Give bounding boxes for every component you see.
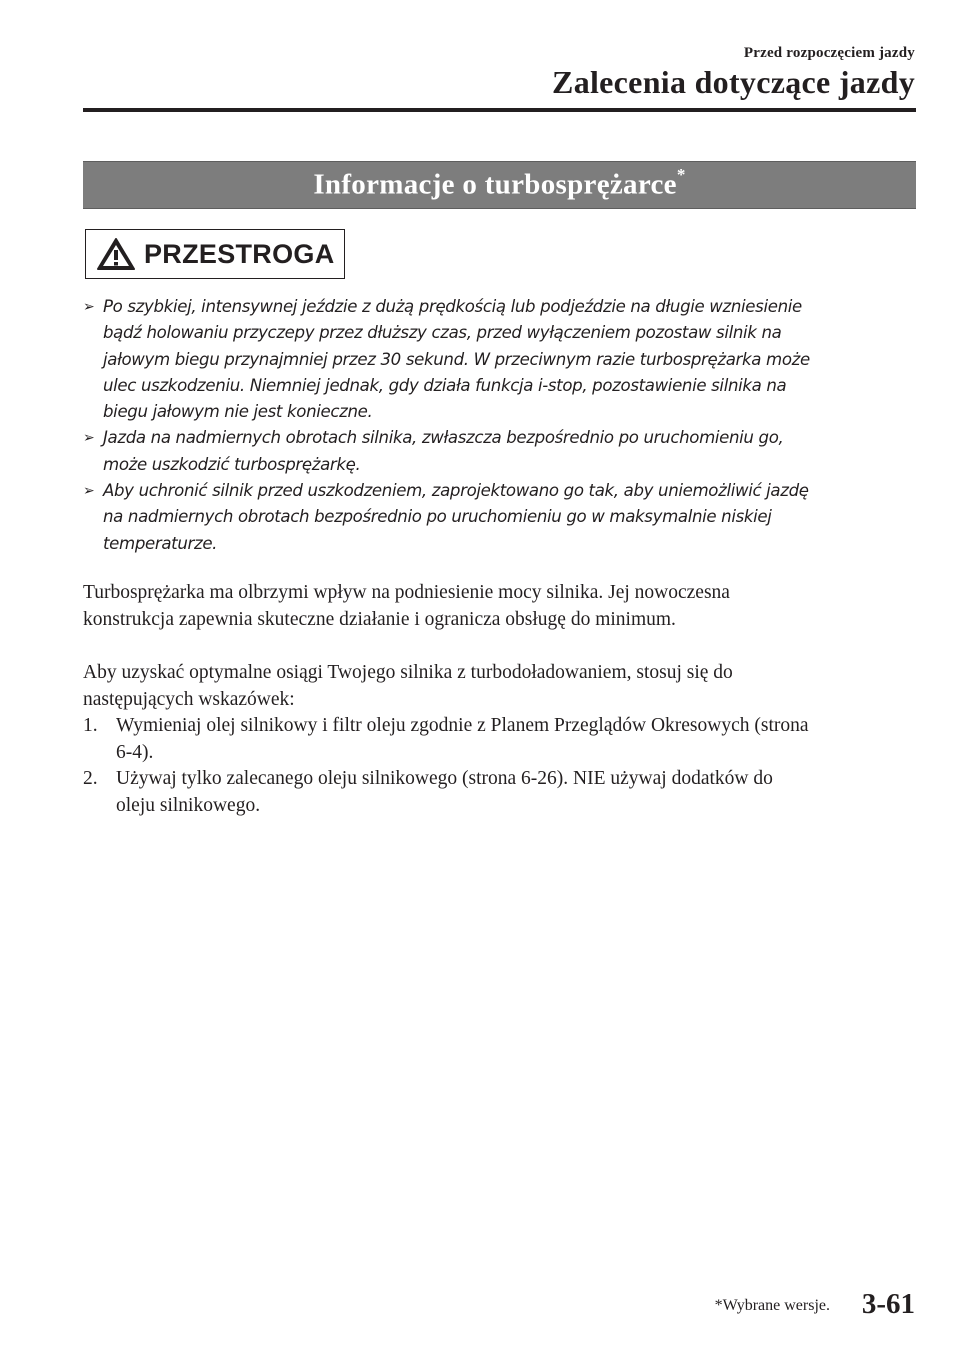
arrow-bullet-icon: ➢ <box>83 483 95 500</box>
caution-list <box>83 294 913 557</box>
caution-item <box>83 478 913 557</box>
caution-box <box>85 229 345 279</box>
arrow-bullet-icon: ➢ <box>83 430 95 447</box>
section-asterisk: * <box>676 165 686 185</box>
caution-line: Aby uchronić silnik przed uszkodzeniem, zaprojektowano go tak, aby uniemożliwić jazdę <box>103 481 809 501</box>
page-title: Zalecenia dotyczące jazdy <box>552 64 915 100</box>
list-line: 6-4). <box>116 741 154 763</box>
caution-label: PRZESTROGA <box>144 238 335 269</box>
caution-line: Jazda na nadmiernych obrotach silnika, zwłaszcza bezpośrednio po uruchomieniu go, <box>103 428 784 448</box>
caution-line: Po szybkiej, intensywnej jeździe z dużą prędkością lub podjeździe na długie wzniesienie <box>103 297 802 316</box>
warning-triangle-icon <box>96 237 136 271</box>
paragraph-line: Aby uzyskać optymalne osiągi Twojego silnika z turbodoładowaniem, stosuj się do <box>83 662 733 683</box>
arrow-bullet-icon: ➢ <box>83 299 95 315</box>
footnote: *Wybrane wersje. <box>714 1297 830 1314</box>
paragraph-line: konstrukcja zapewnia skuteczne działanie i ogranicza obsługę do minimum. <box>83 608 676 630</box>
chapter-heading: Przed rozpoczęciem jazdy <box>743 45 915 61</box>
caution-item <box>83 425 913 478</box>
list-number: 2. <box>83 768 98 790</box>
intro-paragraph <box>83 580 918 633</box>
paragraph-line: Turbosprężarka ma olbrzymi wpływ na podniesienie mocy silnika. Jej nowoczesna <box>83 582 730 603</box>
caution-line: biegu jałowym nie jest konieczne. <box>103 402 373 422</box>
caution-line: na nadmiernych obrotach bezpośrednio po uruchomieniu go w maksymalnie niskiej <box>103 507 772 527</box>
list-item <box>83 766 918 819</box>
page-number: 3-61 <box>861 1288 915 1320</box>
section-title-text: Informacje o turbosprężarce <box>313 168 677 201</box>
header-divider <box>83 108 916 112</box>
section-title <box>313 165 686 202</box>
section-banner <box>83 161 916 209</box>
list-line: Wymieniaj olej silnikowy i filtr oleju zgodnie z Planem Przeglądów Okresowych (strona <box>116 715 809 736</box>
list-number: 1. <box>83 715 98 736</box>
caution-line: ulec uszkodzeniu. Niemniej jednak, gdy działa funkcja i-stop, pozostawienie silnika na <box>103 375 787 395</box>
list-line: oleju silnikowego. <box>116 794 261 816</box>
caution-line: jałowym biegu przynajmniej przez 30 sekund. W przeciwnym razie turbosprężarka może <box>103 349 810 369</box>
tips-paragraph <box>83 660 918 713</box>
list-line: Używaj tylko zalecanego oleju silnikowego (strona 6-26). NIE używaj dodatków do <box>116 768 773 790</box>
caution-line: może uszkodzić turbosprężarkę. <box>103 454 361 474</box>
caution-line: bądź holowaniu przyczepy przez dłuższy czas, przed wyłączeniem pozostaw silnik na <box>103 323 782 343</box>
paragraph-line: następujących wskazówek: <box>83 688 295 710</box>
tips-list <box>83 713 918 819</box>
caution-item <box>83 294 913 425</box>
caution-line: temperaturze. <box>103 533 218 553</box>
list-item <box>83 713 918 766</box>
